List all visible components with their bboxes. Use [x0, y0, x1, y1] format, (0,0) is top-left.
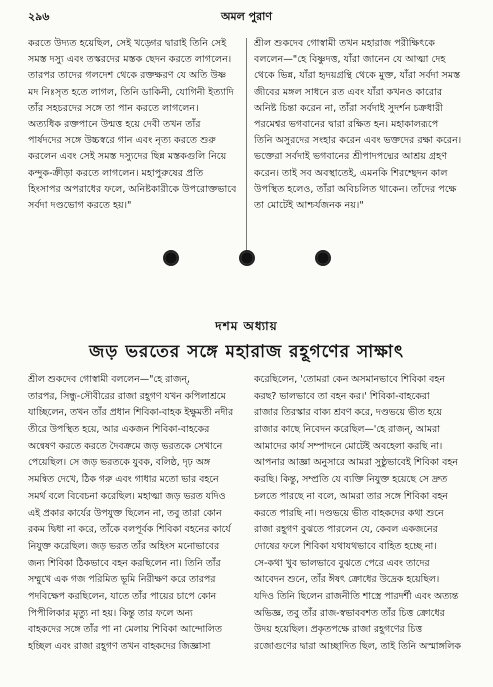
text-line: দোষের ফলে শিবিকা যথাযথভাবে বাহিত হচ্ছে না।	[254, 540, 437, 552]
running-head: অমল পুরাণ	[220, 10, 273, 23]
text-line: উপস্থিত হলেও, তাঁরা অবিচলিত থাকেন। তাঁদের পক্ষে	[254, 183, 457, 195]
text-line: অত্যধিক রক্তপানে উন্মত্ত হয়ে দেবী তখন তাঁর	[28, 118, 201, 130]
text-line: ভক্তেরা সর্বদাই ভগবানের শ্রীপাদপদ্মের আশ্রয় গ্রহণ	[254, 151, 448, 163]
text-line: অনিষ্ট চিন্তা করেন না, তাঁরা সর্বদাই সুদর্শন চক্রধারী	[254, 102, 444, 114]
text-line: পার্ষদদের সঙ্গে উচ্চস্বরে গান এবং নৃত্য করতে শুরু	[28, 135, 216, 147]
text-line: করতে পারছি না। দণ্ডভয়ে ভীত বাহকদের কথা শুনে	[254, 507, 444, 519]
ornament-dot-icon	[315, 250, 331, 266]
text-line: এই প্রকার কার্যের উপযুক্ত ছিলেন না, তবু তারা কোন	[28, 507, 222, 519]
ornament-dot-icon	[163, 250, 179, 266]
text-line: তাঁর সহচরদের সঙ্গে তা পান করতে লাগলেন।	[28, 102, 199, 114]
text-line: তারপর তাদের গলদেশ থেকে রক্তক্ষরণ যে অতি উষ্ণ	[28, 70, 227, 82]
text-line: শ্রীল শুকদেব গোস্বামী তখন মহারাজ পরীক্ষিৎকে	[254, 38, 436, 49]
text-line: তারপর, সিন্ধু-সৌবীরের রাজা রহূগণ যখন কপিলাশ্রমে	[28, 390, 226, 402]
chapter-title: জড় ভরতের সঙ্গে মহারাজ রহূগণের সাক্ষাৎ	[89, 342, 404, 362]
text-line: হচ্ছিল এবং রাজা রহূগণ তখন বাহকদের জিজ্ঞাসা	[28, 641, 211, 652]
text-line: করলেন এবং সেই সমস্ত দস্যুদের ছিন্ন মস্তকগুলি নিয়ে	[28, 151, 227, 163]
bottom-right-column	[254, 372, 461, 656]
text-line: আপনার আজ্ঞা অনুসারে আমরা সুষ্ঠুভাবেই শিবিকা বহন	[254, 457, 458, 469]
text-line: সম্মুখে এক গজ পরিমিত ভূমি নিরীক্ষণ করে তারপর	[28, 574, 216, 586]
text-line: তিনি অসুরদের সংহার করেন এবং ভক্তদের রক্ষা করেন।	[254, 135, 462, 147]
text-line: তা মোটেই আশ্চর্যজনক নয়।"	[254, 199, 364, 211]
text-line: কন্দুক-ক্রীড়া করতে লাগলেন। মহাপুরুষের প্রতি	[28, 167, 204, 179]
text-line: তীরে উপস্থিত হয়ে, আর একজন শিবিকা-বাহকের	[28, 424, 210, 436]
text-line: করেছিলেন, 'তোমরা কেন অসমানভাবে শিবিকা বহন	[254, 374, 445, 385]
ornament-dot-icon	[239, 250, 255, 266]
chapter-number: দশম অধ্যায়	[215, 319, 278, 333]
text-line: নিযুক্ত করেছিল। জড় ভরত তাঁর অহিংস মনোভাবের	[28, 540, 220, 552]
text-line: শ্রীল শুকদেব গোস্বামী বললেন—"হে রাজন্‌,	[28, 374, 190, 385]
text-line: বাহকদের সঙ্গে তাঁর পা না মেলায় শিবিকা আন্দোলিত	[28, 624, 222, 636]
text-line: রকম দ্বিধা না করে, তাঁকে বলপূর্বক শিবিকা বহনের কার্যে	[28, 524, 231, 536]
text-line: বললেন—"হে বিষ্ণুদত্ত, যাঁরা জানেন যে আত্মা দেহ	[254, 54, 446, 66]
text-line: সে-কথা খুব ভালভাবে বুঝতে পেরে এবং তাদের	[254, 557, 430, 569]
text-line: যদিও তিনি ছিলেন রাজনীতি শাস্ত্রে পারদর্শী এবং অত্যন্ত	[254, 590, 459, 602]
text-line: রাজা রহূগণ বুঝতে পারলেন যে, কেবল একজনের	[254, 524, 438, 536]
text-line: পরমেশ্বর ভগবানের দ্বারা রক্ষিত হন। মহাকালরূপে	[254, 118, 439, 130]
text-line: চলতে পারছে না বলে, আমরা তার সঙ্গে শিবিকা বহন	[254, 490, 448, 502]
text-line: জন্য শিবিকা ঠিকভাবে বহন করছিলেন না। তিনি তাঁর	[28, 557, 221, 569]
text-line: সর্বদা দণ্ডভোগ করতে হয়।"	[28, 199, 132, 211]
text-line: জীবের মঙ্গল সাধনে রত এবং যাঁরা কখনও কারোর	[254, 86, 443, 98]
text-line: করছি। কিন্তু, সম্প্রতি যে ব্যক্তি নিযুক্ত হয়েছে সে দ্রুত	[254, 474, 448, 486]
text-line: আবেদন শুনে, তাঁর ঈষৎ ক্রোধের উদ্রেক হয়েছিল।	[254, 574, 440, 586]
text-line: মদ নিঃসৃত হতে লাগল, তিনি ডাকিনী, যোগিনী ইত্যাদি	[28, 86, 234, 98]
text-line: হিংসাপর অপরাধের ফলে, অনিষ্টকারীকে উপরোক্তভাবে	[28, 183, 237, 195]
text-line: করছ? ভালভাবে তা বহন কর।' শিবিকা-বাহকেরা	[254, 390, 430, 402]
text-line: পদবিক্ষেপ করছিলেন, যাতে তাঁর পায়ের চাপে কোন	[28, 590, 217, 602]
text-line: থেকে ভিন্ন, যাঁরা হৃদয়গ্রন্থি থেকে মুক্ত, যাঁরা সর্বদা সমস্ত	[254, 70, 461, 82]
page-number: ২৯৬	[28, 10, 50, 23]
text-line: পিপীলিকার মৃত্যু না হয়। কিন্তু তার ফলে অন্য	[28, 607, 193, 619]
text-line: সমন্বিত দেখে, ঠিক গরু এবং গাধার মতো ভার বহনে	[28, 474, 219, 486]
text-line: করতে উদ্যত হয়েছিল, সেই খড়্গের দ্বারাই তিনি সেই	[28, 38, 227, 49]
text-line: রজোগুণের দ্বারা আচ্ছাদিত ছিল, তাই তিনি অস্মাঙ্গলিক	[254, 641, 461, 652]
top-left-column	[28, 36, 236, 214]
column-divider	[246, 38, 247, 255]
text-line: উদয় হয়েছিল। প্রকৃতপক্ষে রাজা রহূগণের চিত্ত	[254, 624, 423, 636]
text-line: যাচ্ছিলেন, তখন তাঁর প্রধান শিবিকা-বাহক ইক্ষুমতী নদীর	[28, 407, 234, 419]
top-right-column	[254, 36, 461, 214]
text-line: অভিজ্ঞ, তবু তাঁর রাজ-স্বভাববশত তাঁর চিত্ত ক্রোধের	[254, 607, 445, 619]
text-line: করেন। তাই সব অবস্থাতেই, এমনকি শিরশ্ছেদন কাল	[254, 167, 448, 179]
text-line: রাজার কাছে নিবেদন করেছিল—'হে রাজন্‌, আমরা	[254, 424, 440, 436]
bottom-left-column	[28, 372, 233, 656]
text-line: সমর্থ বলে বিবেচনা করেছিল। মহাত্মা জড় ভরত যদিও	[28, 490, 226, 502]
section-ornaments	[0, 250, 493, 270]
text-line: অন্বেষণ করতে করতে দৈবক্রমে জড় ভরতকে সেখানে	[28, 440, 223, 452]
text-line: পেয়েছিল। সে জড় ভরতকে যুবক, বলিষ্ঠ, দৃঢ় অঙ্গ	[28, 457, 211, 469]
text-line: সমস্ত দস্যু এবং তস্করদের মস্তক ছেদন করতে লাগলেন।	[28, 54, 232, 66]
text-line: রাজার তিরস্কার বাক্য শ্রবণ করে, দণ্ডভয়ে ভীত হয়ে	[254, 407, 442, 419]
text-line: আমাদের কার্য সম্পাদনে মোটেই অবহেলা করছি না।	[254, 440, 443, 452]
